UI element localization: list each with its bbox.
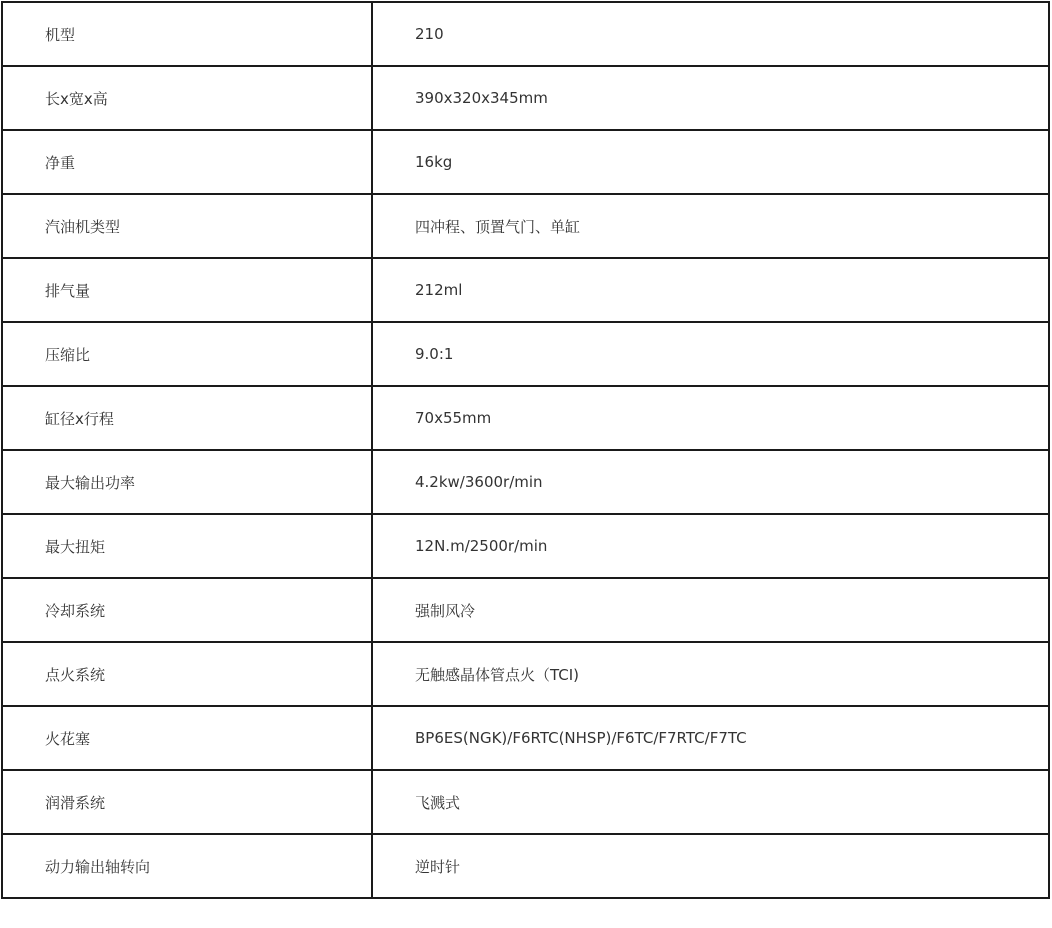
spec-label: 点火系统 <box>2 642 372 706</box>
spec-value: 12N.m/2500r/min <box>372 514 1049 578</box>
table-row <box>2 578 1049 642</box>
spec-label: 最大输出功率 <box>2 450 372 514</box>
table-row <box>2 66 1049 130</box>
table-row <box>2 770 1049 834</box>
spec-value: 9.0:1 <box>372 322 1049 386</box>
spec-table-body <box>2 2 1049 898</box>
spec-label: 缸径x行程 <box>2 386 372 450</box>
table-row <box>2 642 1049 706</box>
spec-value: 210 <box>372 2 1049 66</box>
table-row <box>2 834 1049 898</box>
spec-label: 冷却系统 <box>2 578 372 642</box>
table-row <box>2 706 1049 770</box>
spec-value: BP6ES(NGK)/F6RTC(NHSP)/F6TC/F7RTC/F7TC <box>372 706 1049 770</box>
spec-value: 飞溅式 <box>372 770 1049 834</box>
spec-label: 汽油机类型 <box>2 194 372 258</box>
spec-value: 4.2kw/3600r/min <box>372 450 1049 514</box>
spec-value: 16kg <box>372 130 1049 194</box>
spec-label: 润滑系统 <box>2 770 372 834</box>
table-row <box>2 194 1049 258</box>
spec-label: 最大扭矩 <box>2 514 372 578</box>
spec-label: 压缩比 <box>2 322 372 386</box>
table-row <box>2 322 1049 386</box>
spec-label: 长x宽x高 <box>2 66 372 130</box>
spec-value: 212ml <box>372 258 1049 322</box>
spec-value: 逆时针 <box>372 834 1049 898</box>
table-row <box>2 130 1049 194</box>
spec-label: 净重 <box>2 130 372 194</box>
spec-label: 动力输出轴转向 <box>2 834 372 898</box>
table-row <box>2 514 1049 578</box>
spec-label: 排气量 <box>2 258 372 322</box>
spec-value: 无触感晶体管点火（TCI) <box>372 642 1049 706</box>
table-row <box>2 450 1049 514</box>
spec-table <box>1 1 1050 899</box>
table-row <box>2 386 1049 450</box>
spec-value: 强制风冷 <box>372 578 1049 642</box>
table-row <box>2 2 1049 66</box>
spec-label: 火花塞 <box>2 706 372 770</box>
table-row <box>2 258 1049 322</box>
spec-value: 390x320x345mm <box>372 66 1049 130</box>
spec-label: 机型 <box>2 2 372 66</box>
spec-value: 四冲程、顶置气门、单缸 <box>372 194 1049 258</box>
spec-value: 70x55mm <box>372 386 1049 450</box>
